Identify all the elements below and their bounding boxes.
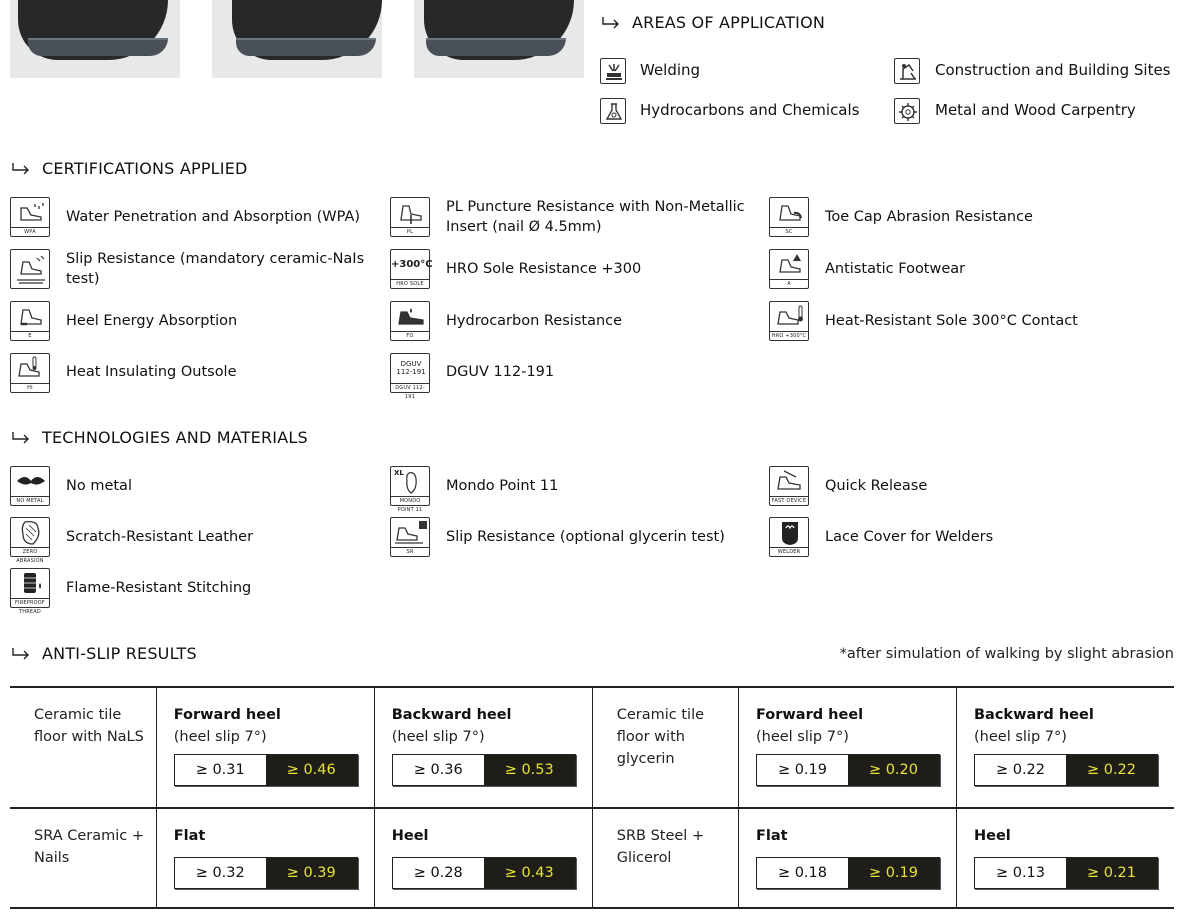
minimum-value: ≥ 0.31 <box>175 755 266 785</box>
measure-cell <box>957 808 1175 908</box>
measure-title: Forward heel <box>755 707 864 723</box>
antistatic-icon: A <box>769 249 809 289</box>
minimum-value: ≥ 0.36 <box>393 755 484 785</box>
tech-label: Slip Resistance (optional glycerin test) <box>446 529 725 545</box>
cert-label: Slip Resistance (mandatory ceramic-NaIs test) <box>66 251 365 287</box>
measure-cell <box>738 687 956 808</box>
hro-badge: +300°C <box>391 259 433 270</box>
surface-cell: SRA Ceramic + Nails <box>10 808 156 908</box>
area-label: Metal and Wood Carpentry <box>935 101 1136 119</box>
dguv-badge: DGUV 112-191 <box>396 360 426 376</box>
surface-cell: SRB Steel + Glicerol <box>592 808 738 908</box>
construction-icon <box>894 58 920 84</box>
measure-cell <box>957 687 1175 808</box>
hro-sole-icon: +300°C HRO SOLE <box>390 249 430 289</box>
value-pair <box>174 857 358 889</box>
value-pair <box>392 857 576 889</box>
table-row <box>10 808 1174 908</box>
cert-label: Water Penetration and Absorption (WPA) <box>66 209 361 225</box>
value-pair <box>974 754 1158 786</box>
tech-label: Quick Release <box>825 478 928 494</box>
area-label: Hydrocarbons and Chemicals <box>640 101 860 119</box>
achieved-value: ≥ 0.39 <box>266 858 357 888</box>
abrasion-note: *after simulation of walking by slight abrasion <box>839 646 1174 662</box>
product-photo-1[interactable] <box>10 0 180 78</box>
puncture-resistance-icon: PL <box>390 197 430 237</box>
area-label: Welding <box>640 61 701 79</box>
measure-title: Flat <box>173 828 206 844</box>
value-pair <box>974 857 1158 889</box>
arrow-return-icon <box>600 16 622 30</box>
measure-subtitle: (heel slip 7°) <box>755 729 849 745</box>
measure-cell <box>156 687 374 808</box>
xl-badge: XL <box>394 469 404 477</box>
cert-label: Heat-Resistant Sole 300°C Contact <box>825 313 1078 329</box>
minimum-value: ≥ 0.22 <box>975 755 1066 785</box>
antislip-results-table <box>10 686 1174 909</box>
measure-title: Backward heel <box>391 707 512 723</box>
minimum-value: ≥ 0.13 <box>975 858 1066 888</box>
achieved-value: ≥ 0.20 <box>848 755 939 785</box>
measure-title: Heel <box>391 828 429 844</box>
surface-cell: Ceramic tile floor with NaLS <box>10 687 156 808</box>
value-pair <box>756 857 940 889</box>
arrow-return-icon <box>10 162 32 176</box>
chemicals-flask-icon <box>600 98 626 124</box>
no-metal-icon: NO METAL <box>10 466 50 506</box>
surface-cell: Ceramic tile floor with glycerin <box>592 687 738 808</box>
measure-subtitle: (heel slip 7°) <box>173 729 267 745</box>
areas-section-title: AREAS OF APPLICATION <box>600 13 825 32</box>
mondo-point-icon: XL MONDO POINT 11 <box>390 466 430 506</box>
measure-subtitle: (heel slip 7°) <box>391 729 485 745</box>
achieved-value: ≥ 0.22 <box>1066 755 1157 785</box>
value-pair <box>756 754 940 786</box>
welding-icon <box>600 58 626 84</box>
toe-cap-icon: SC <box>769 197 809 237</box>
arrow-return-icon <box>10 431 32 445</box>
achieved-value: ≥ 0.53 <box>484 755 575 785</box>
technologies-section-title: TECHNOLOGIES AND MATERIALS <box>10 428 308 447</box>
product-photo-3[interactable] <box>414 0 584 78</box>
tech-label: Mondo Point 11 <box>446 478 559 494</box>
certifications-section-title: CERTIFICATIONS APPLIED <box>10 159 248 178</box>
cert-label: Antistatic Footwear <box>825 261 966 277</box>
antislip-section-title: ANTI-SLIP RESULTS <box>10 644 197 663</box>
arrow-return-icon <box>10 647 32 661</box>
quick-release-icon: FAST DEVICE <box>769 466 809 506</box>
product-photo-2[interactable] <box>212 0 382 78</box>
boot-sole-image <box>426 38 566 56</box>
boot-sole-image <box>236 38 376 56</box>
tech-label: No metal <box>66 478 132 494</box>
measure-title: Flat <box>755 828 788 844</box>
heat-resistant-sole-icon: HRO +300°C <box>769 301 809 341</box>
cert-label: Heel Energy Absorption <box>66 313 238 329</box>
heel-energy-icon: E <box>10 301 50 341</box>
table-row <box>10 687 1174 808</box>
measure-title: Heel <box>974 828 1011 844</box>
cert-label: Toe Cap Abrasion Resistance <box>825 209 1033 225</box>
measure-subtitle: (heel slip 7°) <box>974 729 1067 745</box>
tech-label: Lace Cover for Welders <box>825 529 994 545</box>
value-pair <box>392 754 576 786</box>
minimum-value: ≥ 0.28 <box>393 858 484 888</box>
gear-icon <box>894 98 920 124</box>
tech-label: Flame-Resistant Stitching <box>66 580 252 596</box>
zero-abrasion-icon: ZERO ABRASION <box>10 517 50 557</box>
value-pair <box>174 754 358 786</box>
minimum-value: ≥ 0.32 <box>175 858 266 888</box>
measure-cell <box>374 687 592 808</box>
slip-resistance-glycerin-icon: SR <box>390 517 430 557</box>
achieved-value: ≥ 0.21 <box>1066 858 1157 888</box>
boot-sole-image <box>28 38 168 56</box>
measure-cell <box>156 808 374 908</box>
achieved-value: ≥ 0.46 <box>266 755 357 785</box>
measure-cell <box>374 808 592 908</box>
heat-insulating-icon: HI <box>10 353 50 393</box>
minimum-value: ≥ 0.18 <box>757 858 848 888</box>
area-label: Construction and Building Sites <box>935 61 1171 79</box>
achieved-value: ≥ 0.19 <box>848 858 939 888</box>
dguv-icon: DGUV 112-191 DGUV 112-191 <box>390 353 430 393</box>
slip-resistance-icon <box>10 249 50 289</box>
cert-label: PL Puncture Resistance with Non-Metallic Insert (nail Ø 4.5mm) <box>446 199 745 235</box>
cert-label: HRO Sole Resistance +300 <box>446 261 642 277</box>
minimum-value: ≥ 0.19 <box>757 755 848 785</box>
cert-label: Hydrocarbon Resistance <box>446 313 623 329</box>
tech-label: Scratch-Resistant Leather <box>66 529 254 545</box>
fireproof-thread-icon: FIREPROOF THREAD <box>10 568 50 608</box>
achieved-value: ≥ 0.43 <box>484 858 575 888</box>
measure-title: Forward heel <box>173 707 281 723</box>
measure-cell <box>738 808 956 908</box>
cert-label: Heat Insulating Outsole <box>66 364 237 380</box>
wpa-icon: WPA <box>10 197 50 237</box>
cert-label: DGUV 112-191 <box>446 364 555 380</box>
hydrocarbon-resistance-icon: FO <box>390 301 430 341</box>
measure-title: Backward heel <box>974 707 1094 723</box>
welder-lace-cover-icon: WELDER <box>769 517 809 557</box>
